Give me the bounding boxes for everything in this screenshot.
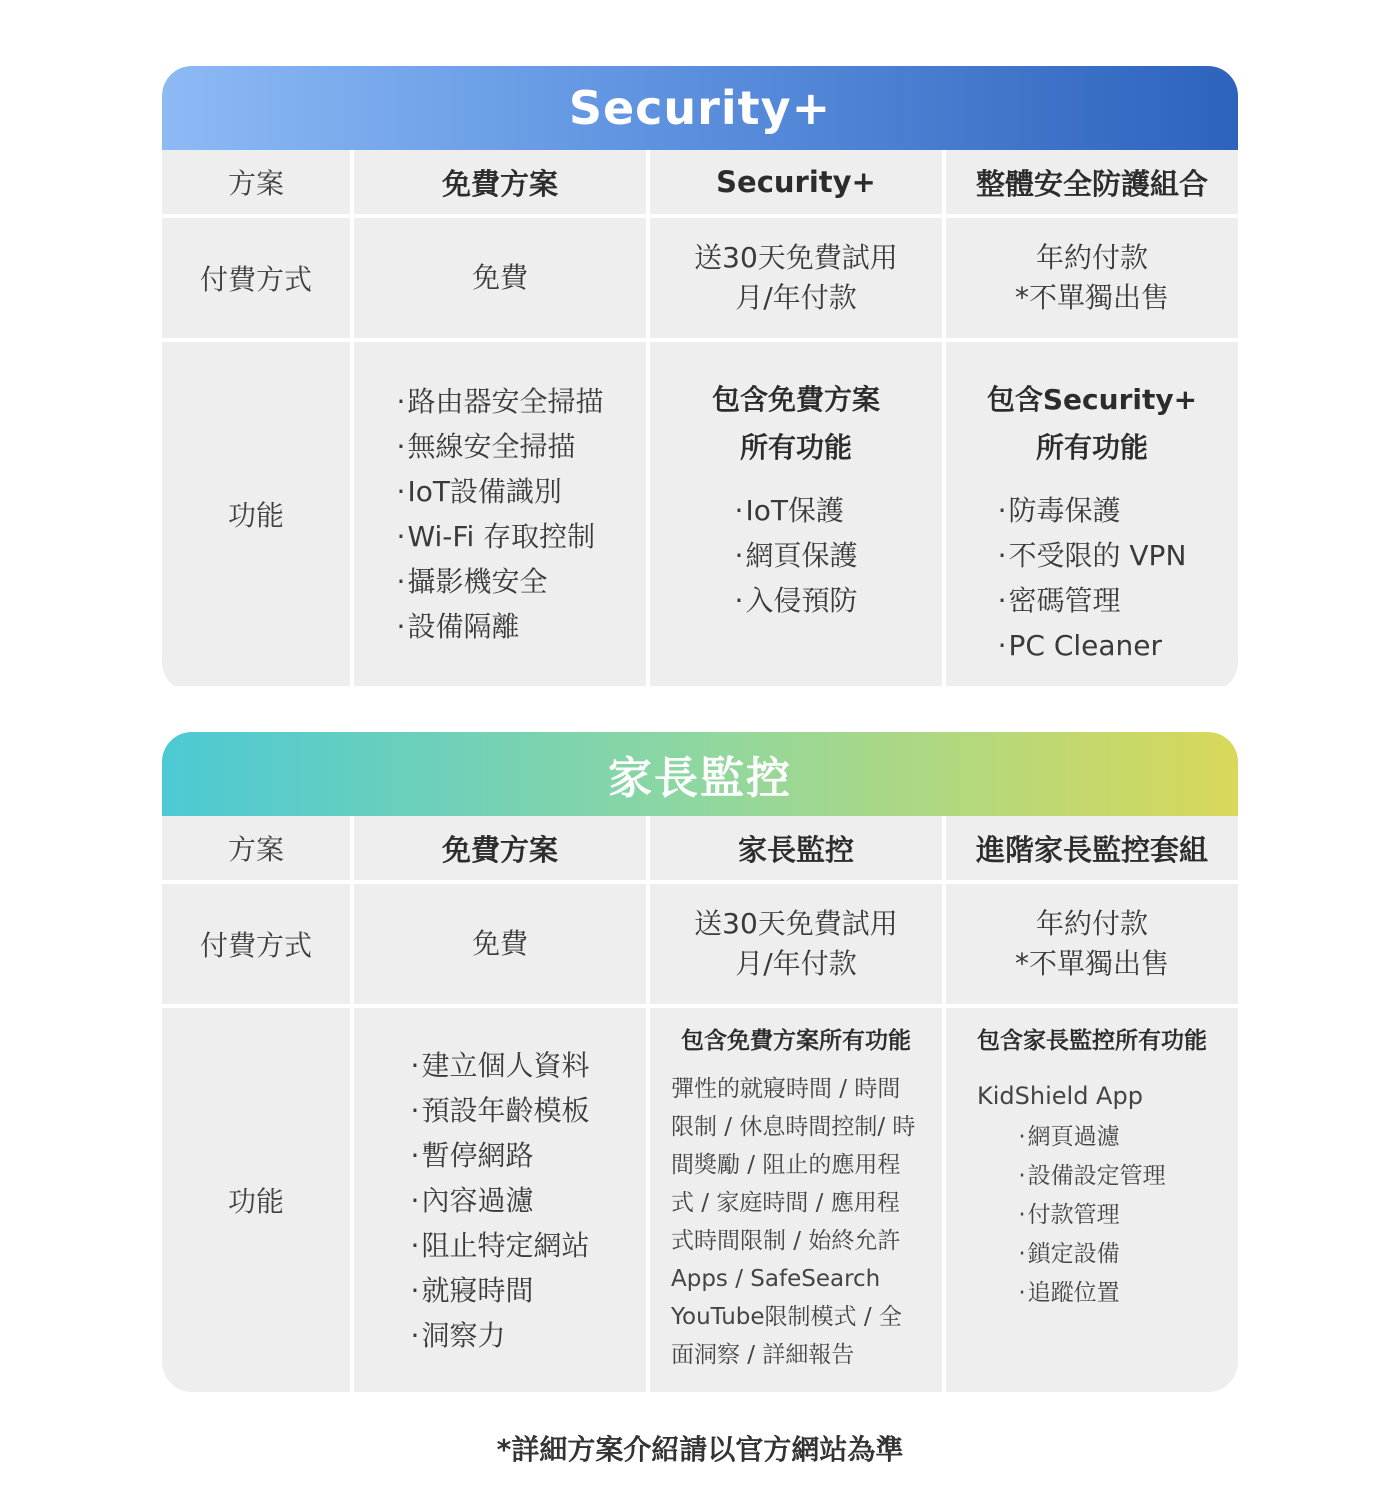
payment-trial: 送30天免費試用 bbox=[694, 907, 898, 940]
features-security-plus bbox=[650, 342, 942, 686]
payment-period: 月/年付款 bbox=[735, 947, 857, 980]
feature-description: 彈性的就寢時間 / 時間限制 / 休息時間控制/ 時間獎勵 / 阻止的應用程式 / 家庭時間 / 應用程式時間限制 / 始終允許Apps / SafeSearch YouTube限制模式 / 全面洞察 / 詳細報告 bbox=[671, 1076, 916, 1368]
list-item: · 網頁過濾 bbox=[1018, 1118, 1165, 1157]
list-item: · 建立個人資料 bbox=[411, 1043, 590, 1088]
security-plan-table bbox=[162, 66, 1238, 692]
list-item: · 洞察力 bbox=[411, 1313, 590, 1358]
features-bundle bbox=[946, 342, 1238, 686]
feature-list bbox=[998, 488, 1187, 668]
security-banner: Security+ bbox=[162, 66, 1238, 150]
payment-advanced bbox=[946, 884, 1238, 1004]
list-item: · 攝影機安全 bbox=[397, 559, 604, 604]
features-parental bbox=[650, 1008, 942, 1392]
list-item: · PC Cleaner bbox=[998, 623, 1187, 668]
payment-bundle bbox=[946, 218, 1238, 338]
plan-header-free: 免費方案 bbox=[354, 150, 646, 214]
list-item: · IoT保護 bbox=[735, 488, 858, 533]
list-item: · Wi-Fi 存取控制 bbox=[397, 514, 604, 559]
payment-trial: 送30天免費試用 bbox=[694, 241, 898, 274]
feature-list bbox=[411, 1043, 590, 1358]
list-item: · 設備設定管理 bbox=[1018, 1157, 1165, 1196]
security-grid bbox=[162, 150, 1238, 686]
row-label-features: 功能 bbox=[162, 342, 350, 686]
payment-security-plus bbox=[650, 218, 942, 338]
row-label-plan: 方案 bbox=[162, 150, 350, 214]
feature-title: 包含家長監控所有功能 bbox=[977, 1028, 1207, 1054]
row-label-features: 功能 bbox=[162, 1008, 350, 1392]
payment-not-sold-separately: *不單獨出售 bbox=[1014, 947, 1169, 980]
feature-list bbox=[397, 379, 604, 649]
list-item: · IoT設備識別 bbox=[397, 469, 604, 514]
parental-plan-table bbox=[162, 732, 1238, 1392]
feature-title: 包含免費方案 bbox=[711, 383, 880, 416]
parental-banner: 家長監控 bbox=[162, 732, 1238, 816]
list-item: · 預設年齡模板 bbox=[411, 1088, 590, 1133]
payment-free: 免費 bbox=[354, 218, 646, 338]
kidshield-app-label: KidShield App bbox=[977, 1082, 1143, 1110]
list-item: · 付款管理 bbox=[1018, 1196, 1165, 1235]
payment-not-sold-separately: *不單獨出售 bbox=[1014, 281, 1169, 314]
row-label-payment: 付費方式 bbox=[162, 884, 350, 1004]
list-item: · 阻止特定網站 bbox=[411, 1223, 590, 1268]
feature-title: 所有功能 bbox=[1035, 431, 1148, 464]
plan-header-bundle: 整體安全防護組合 bbox=[946, 150, 1238, 214]
list-item: · 無線安全掃描 bbox=[397, 424, 604, 469]
list-item: · 追蹤位置 bbox=[1018, 1274, 1165, 1313]
plan-header-security-plus: Security+ bbox=[650, 150, 942, 214]
payment-period: 月/年付款 bbox=[735, 281, 857, 314]
features-advanced bbox=[946, 1008, 1238, 1392]
feature-title: 包含Security+ bbox=[986, 383, 1198, 416]
payment-free: 免費 bbox=[354, 884, 646, 1004]
payment-parental bbox=[650, 884, 942, 1004]
plan-header-parental: 家長監控 bbox=[650, 816, 942, 880]
features-free bbox=[354, 342, 646, 686]
list-item: · 鎖定設備 bbox=[1018, 1235, 1165, 1274]
features-free bbox=[354, 1008, 646, 1392]
list-item: · 密碼管理 bbox=[998, 578, 1187, 623]
row-label-payment: 付費方式 bbox=[162, 218, 350, 338]
plan-header-free: 免費方案 bbox=[354, 816, 646, 880]
list-item: · 路由器安全掃描 bbox=[397, 379, 604, 424]
feature-list bbox=[735, 488, 858, 623]
list-item: · 防毒保護 bbox=[998, 488, 1187, 533]
list-item: · 設備隔離 bbox=[397, 604, 604, 649]
list-item: · 不受限的 VPN bbox=[998, 533, 1187, 578]
list-item: · 內容過濾 bbox=[411, 1178, 590, 1223]
feature-title: 所有功能 bbox=[739, 431, 852, 464]
parental-grid bbox=[162, 816, 1238, 1392]
payment-annual: 年約付款 bbox=[1035, 241, 1148, 274]
list-item: · 就寢時間 bbox=[411, 1268, 590, 1313]
payment-annual: 年約付款 bbox=[1035, 907, 1148, 940]
footnote: *詳細方案介紹請以官方網站為準 bbox=[496, 1433, 904, 1466]
feature-title: 包含免費方案所有功能 bbox=[681, 1028, 911, 1054]
feature-list bbox=[1018, 1118, 1165, 1313]
list-item: · 暫停網路 bbox=[411, 1133, 590, 1178]
list-item: · 網頁保護 bbox=[735, 533, 858, 578]
plan-header-advanced: 進階家長監控套組 bbox=[946, 816, 1238, 880]
list-item: · 入侵預防 bbox=[735, 578, 858, 623]
row-label-plan: 方案 bbox=[162, 816, 350, 880]
